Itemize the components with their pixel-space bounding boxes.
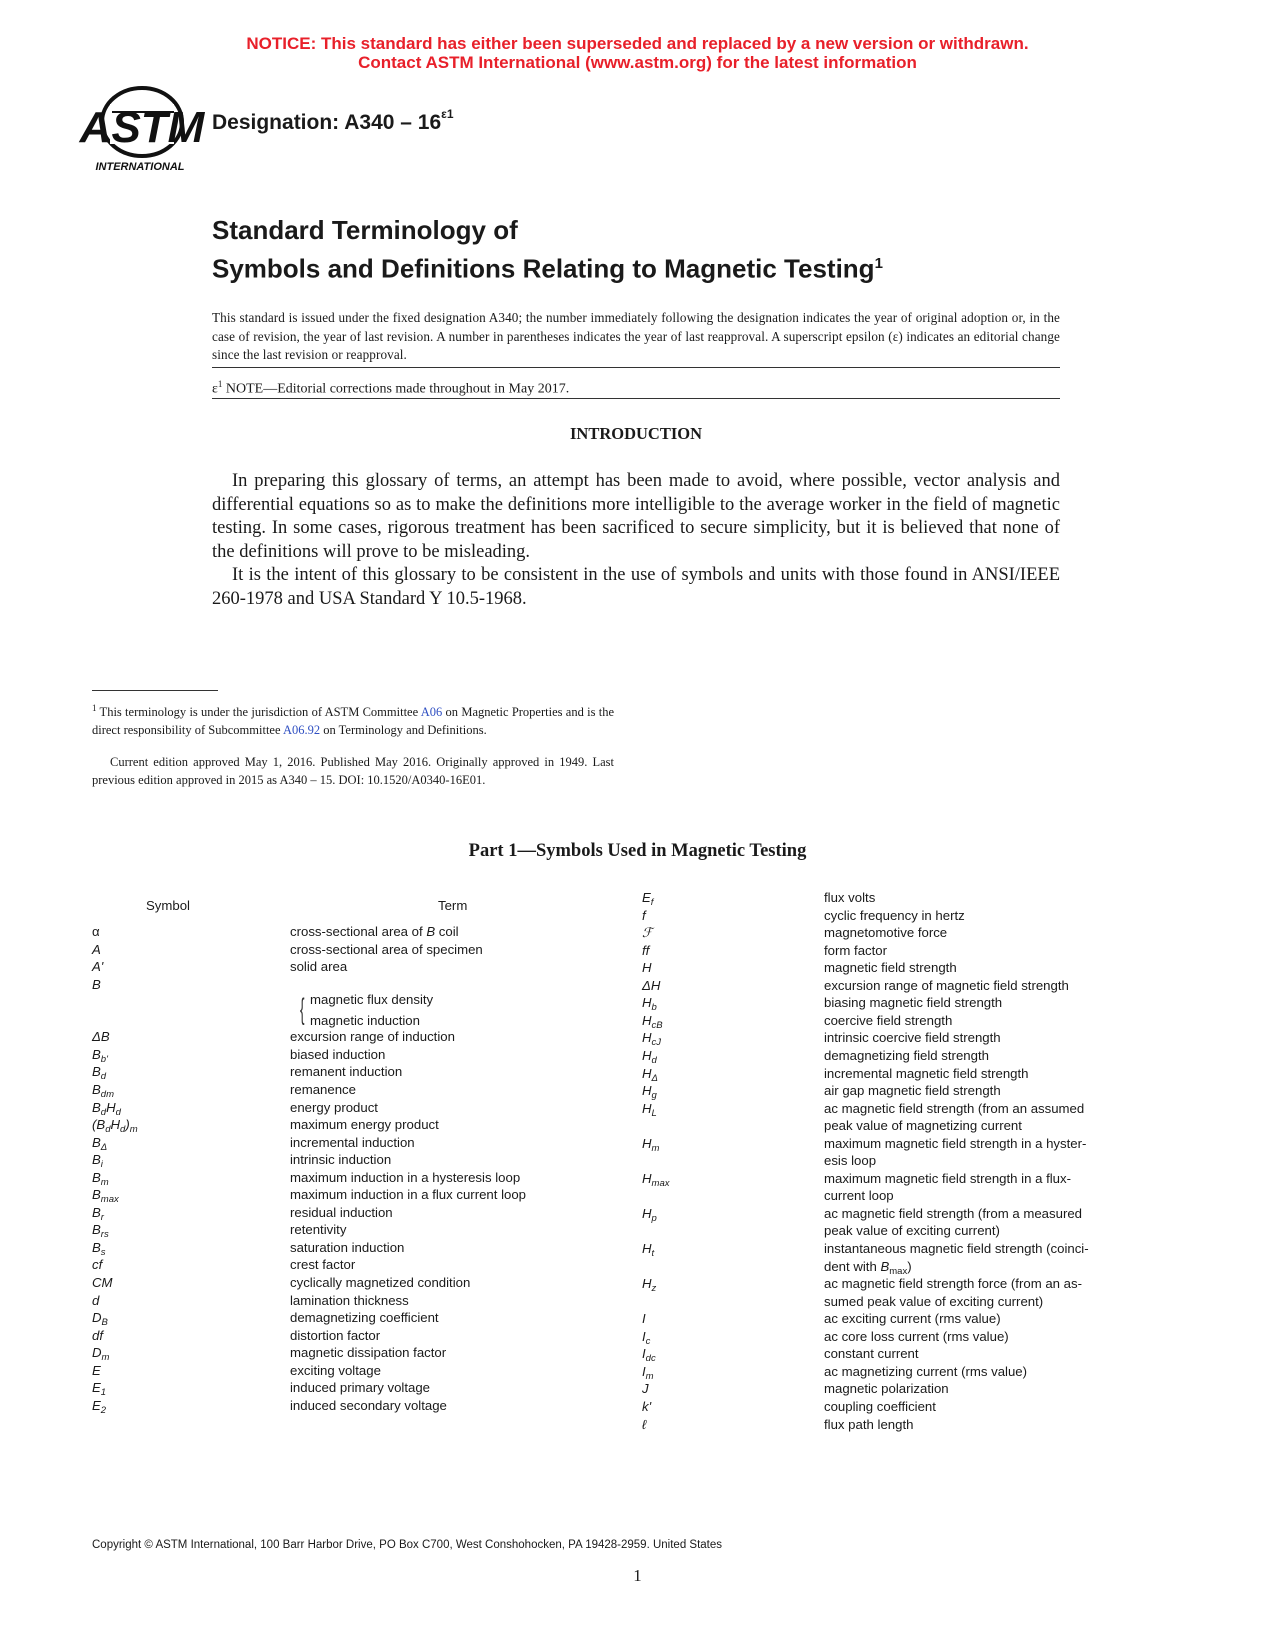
symbol-cell: E [92, 1362, 101, 1378]
column-header-symbol: Symbol [146, 898, 190, 913]
left-table-row [92, 1256, 612, 1273]
right-table-row [642, 1240, 1142, 1257]
symbol-cell: $H_{max}$ [642, 1170, 670, 1189]
term-cell: energy product [290, 1099, 378, 1115]
symbol-cell: $B_{rs}$ [92, 1222, 109, 1241]
term-cell: excursion range of magnetic field strength [824, 977, 1069, 993]
symbol-cell: $H_L$ [642, 1100, 657, 1119]
right-table-row [642, 1293, 1142, 1310]
left-table-row [92, 1274, 612, 1291]
introduction-heading: INTRODUCTION [569, 424, 703, 443]
symbol-cell: $B_{dm}$ [92, 1081, 114, 1100]
right-table-row [642, 1310, 1142, 1327]
left-table-row [92, 1081, 612, 1098]
term-cell: esis loop [824, 1153, 877, 1169]
symbol-cell: $I_m$ [642, 1363, 654, 1382]
left-table-row [92, 1397, 612, 1414]
title-line-1: Standard Terminology of [212, 215, 518, 245]
term-cell: crest factor [290, 1257, 356, 1273]
divider-bottom [212, 398, 1060, 399]
right-table-row [642, 1152, 1142, 1169]
term-cell: biased induction [290, 1046, 386, 1062]
symbol-cell: ΔH [642, 977, 661, 993]
right-table-row [642, 1065, 1142, 1082]
right-table-row [642, 1117, 1142, 1134]
epsilon-sup: 1 [217, 379, 223, 389]
term-cell: excursion range of induction [290, 1029, 455, 1045]
symbol-cell: α [92, 924, 100, 939]
introduction-paragraph-2 [212, 564, 1060, 611]
committee-a06-link[interactable]: A06 [420, 705, 443, 720]
divider-top [212, 367, 1060, 368]
symbol-cell: B [92, 976, 101, 992]
symbol-cell: $H_b$ [642, 995, 657, 1014]
right-table-row [642, 1380, 1142, 1397]
left-table-row [92, 1116, 612, 1136]
footnote-text-c: on Terminology and Definitions. [320, 723, 487, 738]
left-table-row [92, 1309, 612, 1329]
symbol-cell: J [642, 1381, 649, 1397]
designation [212, 107, 454, 135]
symbol-cell: $B_s$ [92, 1239, 106, 1258]
term-cell: intrinsic coercive field strength [824, 1030, 1001, 1046]
symbol-cell: $B_{max}$ [92, 1187, 119, 1206]
symbol-cell: ℓ [642, 1416, 647, 1432]
term-cell: solid area [290, 959, 348, 975]
right-table-row [642, 1258, 1142, 1275]
term-cell: magnetic dissipation factor [290, 1345, 447, 1361]
left-table-row [92, 1327, 612, 1344]
term-cell: instantaneous magnetic field strength (coinci- [824, 1241, 1089, 1256]
term-cell: flux volts [824, 890, 876, 905]
term-cell: magnetic field strength [824, 960, 957, 976]
term-cell: exciting voltage [290, 1362, 381, 1378]
left-table-row [92, 941, 612, 958]
term-cell: ac magnetizing current (rms value) [824, 1363, 1028, 1379]
left-table-row [92, 1204, 612, 1221]
term-cell: ac core loss current (rms value) [824, 1328, 1009, 1344]
right-table-row [642, 1012, 1142, 1029]
symbol-cell: CM [92, 1275, 113, 1290]
right-table-row [642, 1100, 1142, 1117]
term-cell: remanent induction [290, 1064, 403, 1080]
term-cell: intrinsic induction [290, 1152, 392, 1168]
term-cell: ac magnetic field strength (from an assumed [824, 1100, 1085, 1116]
term-cell: cyclically magnetized condition [290, 1275, 471, 1290]
left-table-row [92, 1134, 612, 1151]
term-cell: ac magnetic field strength (from a measured [824, 1205, 1083, 1221]
right-table-row [642, 1170, 1142, 1187]
right-table-row [642, 1029, 1142, 1049]
part-1-heading: Part 1—Symbols Used in Magnetic Testing [468, 841, 807, 861]
symbol-cell: $B_r$ [92, 1204, 104, 1223]
logo-text: INTERNATIONAL [95, 161, 185, 173]
curly-brace: { [300, 993, 305, 1026]
term-cell: constant current [824, 1346, 919, 1362]
subcommittee-a0692-link[interactable]: A06.92 [282, 723, 321, 738]
footnote-text-a: This terminology is under the jurisdiction of ASTM Committee [96, 705, 421, 720]
designation-label: Designation: A340 – 16 [212, 111, 442, 134]
footnote-text-b: on Magnetic Properties and is the direct responsibility of Subcommittee [92, 705, 614, 738]
right-table-row [642, 1416, 1142, 1433]
term-cell: peak value of exciting current) [824, 1223, 1000, 1239]
right-table-row [642, 889, 1142, 906]
right-table-row [642, 1345, 1142, 1365]
term-cell: maximum induction in a flux current loop [290, 1187, 527, 1203]
term-cell: flux path length [824, 1416, 914, 1432]
left-table-row [92, 1221, 612, 1241]
left-table-row [92, 1046, 612, 1063]
editorial-note [212, 379, 569, 398]
left-table-row [92, 1099, 612, 1116]
term-cell: distortion factor [290, 1327, 381, 1343]
title-footnote-ref: 1 [874, 255, 883, 272]
symbol-cell: $B_\Delta$ [92, 1134, 108, 1153]
symbol-cell: $D_m$ [92, 1345, 110, 1364]
symbol-cell: $B_i$ [92, 1152, 103, 1171]
right-table-row [642, 1328, 1142, 1345]
symbol-cell: $H_{cJ}$ [642, 1030, 662, 1049]
symbol-cell: ΔB [92, 1029, 110, 1045]
symbol-cell: $H_g$ [642, 1083, 657, 1102]
term-cell: coupling coefficient [824, 1398, 936, 1414]
right-table-row [642, 942, 1142, 959]
term-cell: ac magnetic field strength force (from an as- [824, 1276, 1082, 1292]
left-table-row [92, 1169, 612, 1186]
symbol-cell: k' [642, 1398, 652, 1414]
symbol-cell: $H_z$ [642, 1276, 657, 1295]
editorial-text: NOTE—Editorial corrections made throughout in May 2017. [222, 381, 570, 397]
brace-term-2: magnetic induction [310, 1013, 420, 1028]
symbol-cell: H [642, 960, 652, 976]
right-table-row [642, 1222, 1142, 1239]
term-cell: maximum magnetic field strength in a flux- [824, 1170, 1071, 1186]
term-cell: maximum magnetic field strength in a hyster- [824, 1135, 1087, 1151]
symbol-cell: A [92, 941, 101, 957]
symbol-cell: $I_c$ [642, 1328, 651, 1347]
left-table-row [92, 1292, 612, 1309]
symbol-cell: $H_{cB}$ [642, 1012, 663, 1031]
symbol-cell: $B_m$ [92, 1169, 109, 1188]
term-cell: saturation induction [290, 1239, 405, 1255]
term-cell: magnetic polarization [824, 1381, 949, 1397]
symbol-cell: df [92, 1327, 103, 1343]
right-table-row [642, 994, 1142, 1014]
title-line-2: Symbols and Definitions Relating to Magnetic Testing [212, 253, 875, 284]
right-table-row [642, 924, 1142, 941]
astm-logo [79, 82, 205, 178]
term-cell: peak value of magnetizing current [824, 1118, 1022, 1134]
symbol-cell: cf [92, 1257, 103, 1273]
symbol-cell: ℱ [642, 925, 653, 941]
term-cell: air gap magnetic field strength [824, 1083, 1001, 1099]
symbol-cell: $H_t$ [642, 1241, 655, 1259]
left-table-row [92, 1362, 612, 1379]
symbol-cell: $D_B$ [92, 1310, 108, 1329]
right-table-row [642, 1187, 1142, 1204]
term-cell: ac exciting current (rms value) [824, 1311, 1001, 1327]
symbol-cell: $H_\Delta$ [642, 1065, 658, 1084]
intro-para1-text: In preparing this glossary of terms, an attempt has been made to avoid, where possible, vector analysis and differential equations so as to make the definitions more intelligible to the average worker in the field of magnetic testing. In some cases, rigorous treatment has been sacrificed to secure simplicity, but it is believed that none of the definitions will prove to be misleading. [212, 471, 1060, 562]
term-cell: incremental induction [290, 1134, 415, 1150]
right-table-row [642, 1363, 1142, 1380]
right-table-row [642, 1082, 1142, 1102]
symbol-cell: $B_d$ [92, 1064, 107, 1083]
symbol-cell: $(B_dH_d)_m$ [92, 1117, 138, 1136]
symbol-cell: I [642, 1311, 646, 1327]
term-cell: remanence [290, 1081, 356, 1097]
withdrawal-notice [0, 34, 1275, 72]
designation-superscript: ε1 [441, 107, 454, 121]
term-cell: retentivity [290, 1222, 347, 1238]
term-cell: incremental magnetic field strength [824, 1065, 1029, 1081]
term-cell: maximum induction in a hysteresis loop [290, 1169, 521, 1185]
footnote-1 [92, 699, 614, 740]
term-cell: dent with $B_{max}$) [824, 1258, 912, 1277]
column-header-term: Term [438, 898, 468, 913]
term-cell: cross-sectional area of B coil [290, 924, 459, 939]
footnote-edition: Current edition approved May 1, 2016. Published May 2016. Originally approved in 1949. Last previous edition approved in 2015 as A340 – 15. DOI: 10.1520/A0340-16E01. [92, 755, 614, 788]
left-table-row [92, 923, 612, 940]
svg-text:ASTM: ASTM [79, 103, 205, 152]
term-cell: current loop [824, 1188, 894, 1204]
notice-line-1: NOTICE: This standard has either been superseded and replaced by a new version or withdrawn. [246, 34, 1029, 53]
left-table-row [92, 958, 612, 975]
symbol-cell: d [92, 1292, 100, 1308]
brace-term-1: magnetic flux density [310, 992, 434, 1007]
symbol-cell: $B_{b'}$ [92, 1046, 108, 1065]
left-table-row [92, 1239, 612, 1256]
left-table-row [92, 1063, 612, 1083]
astm-logo-mark [79, 82, 205, 178]
term-cell: maximum energy product [290, 1117, 439, 1133]
copyright-footer: Copyright © ASTM International, 100 Barr Harbor Drive, PO Box C700, West Conshohocken, PA 19428-2959. United States [92, 1539, 723, 1551]
term-cell: induced primary voltage [290, 1380, 431, 1396]
symbol-cell: A' [92, 959, 104, 975]
symbol-cell: $E_f$ [642, 890, 654, 908]
footnote-rule [92, 690, 218, 691]
document-title [212, 214, 883, 286]
issued-note: This standard is issued under the fixed designation A340; the number immediately following the designation indicates the year of original adoption or, in the case of revision, the year of last revision. A number in parentheses indicates the year of last reapproval. A superscript epsilon (ε) indicates an editorial change since the last revision or reapproval. [212, 310, 1060, 362]
left-table-row [92, 1186, 612, 1206]
symbol-cell: $H_p$ [642, 1205, 657, 1224]
term-cell: magnetomotive force [824, 925, 948, 941]
symbol-cell: $E_1$ [92, 1380, 107, 1399]
term-cell: lamination thickness [290, 1292, 409, 1308]
page-number: 1 [633, 1566, 642, 1585]
term-cell: coercive field strength [824, 1012, 953, 1028]
term-cell: cyclic frequency in hertz [824, 907, 965, 923]
term-cell: residual induction [290, 1204, 393, 1220]
symbol-cell: $H_d$ [642, 1047, 657, 1066]
introduction-paragraph-1 [212, 470, 1060, 564]
term-cell: demagnetizing field strength [824, 1047, 989, 1063]
term-cell: cross-sectional area of specimen [290, 941, 483, 957]
term-cell: form factor [824, 942, 888, 958]
right-table-row [642, 1135, 1142, 1152]
footnote-number: 1 [92, 703, 97, 713]
right-table-row [642, 1047, 1142, 1064]
term-cell: biasing magnetic field strength [824, 995, 1003, 1011]
left-table-row [92, 1344, 612, 1364]
left-table-row [92, 1379, 612, 1399]
symbol-cell: ff [642, 942, 650, 958]
right-table-row [642, 1275, 1142, 1295]
right-table-row [642, 1205, 1142, 1222]
symbol-cell: $I_{dc}$ [642, 1346, 656, 1365]
term-cell: demagnetizing coefficient [290, 1310, 439, 1326]
intro-para2-text: It is the intent of this glossary to be consistent in the use of symbols and units with those found in ANSI/IEEE 260-1978 and USA Standard Y 10.5-1968. [212, 565, 1060, 609]
left-table-row [92, 1028, 612, 1045]
right-table-row [642, 907, 1142, 924]
symbol-cell: f [642, 907, 646, 923]
right-table-row [642, 1398, 1142, 1415]
symbol-cell: $E_2$ [92, 1397, 107, 1416]
term-cell: induced secondary voltage [290, 1397, 447, 1413]
epsilon: ε [212, 381, 218, 397]
notice-line-2: Contact ASTM International (www.astm.org) for the latest information [358, 53, 917, 72]
symbol-cell: $H_m$ [642, 1135, 660, 1154]
symbol-cell: $B_dH_d$ [92, 1099, 121, 1118]
right-table-row [642, 977, 1142, 994]
left-table-row [92, 1151, 612, 1171]
term-cell: sumed peak value of exciting current) [824, 1293, 1044, 1309]
right-table-row [642, 959, 1142, 976]
